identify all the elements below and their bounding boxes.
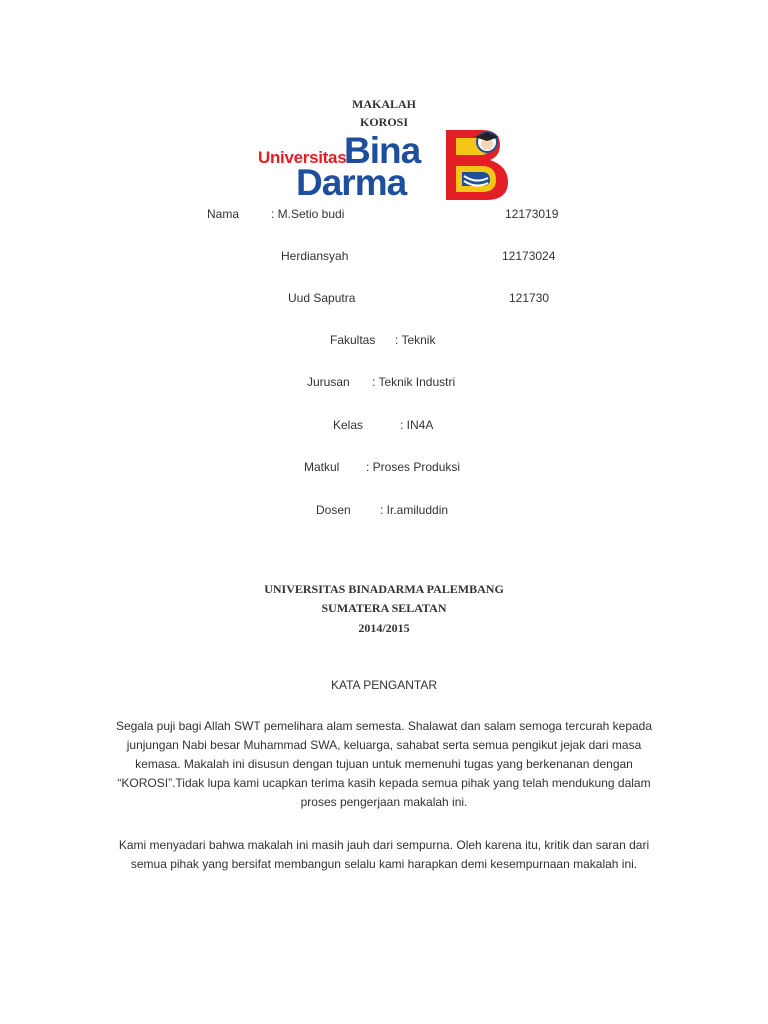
preface-paragraph-1	[88, 717, 680, 812]
logo-word-bina: Bina	[344, 130, 421, 171]
member-name-3: Uud Saputra	[288, 291, 356, 305]
detail-value-kelas: : IN4A	[400, 418, 434, 432]
preface-p1-line-3: kemasa. Makalah ini disusun dengan tujuan untuk memenuhi tugas yang berkenanan dengan	[135, 757, 633, 771]
member-nim-3: 121730	[509, 291, 550, 305]
university-logo	[256, 128, 514, 202]
member-nim-2: 12173024	[502, 249, 556, 263]
detail-value-fakultas: : Teknik	[395, 333, 436, 347]
detail-label-fakultas: Fakultas	[330, 333, 376, 347]
member-name-1: : M.Setio budi	[271, 207, 345, 221]
detail-value-jurusan: : Teknik Industri	[372, 375, 456, 389]
document-title-makalah: MAKALAH	[352, 97, 416, 111]
logo-word-darma: Darma	[296, 162, 407, 203]
member-nim-1: 12173019	[505, 207, 559, 221]
member-name-2: Herdiansyah	[281, 249, 349, 263]
detail-label-matkul: Matkul	[304, 460, 340, 474]
logo-word-universitas: Universitas	[258, 148, 347, 167]
preface-p1-line-4: “KOROSI”.Tidak lupa kami ucapkan terima kasih kepada semua pihak yang telah mendukung dalam	[117, 776, 651, 790]
bina-darma-b-mascot-icon	[442, 128, 514, 202]
academic-year: 2014/2015	[358, 621, 410, 635]
members-label: Nama	[207, 207, 240, 221]
detail-label-jurusan: Jurusan	[307, 375, 350, 389]
preface-p1-line-1: Segala puji bagi Allah SWT pemelihara alam semesta. Shalawat dan salam semoga tercurah kepada	[115, 719, 653, 733]
preface-p1-line-5: proses pengerjaan makalah ini.	[300, 795, 468, 809]
institution-name: UNIVERSITAS BINADARMA PALEMBANG	[264, 582, 504, 596]
detail-label-dosen: Dosen	[316, 503, 351, 517]
institution-region: SUMATERA SELATAN	[321, 601, 447, 615]
preface-heading: KATA PENGANTAR	[330, 678, 438, 692]
detail-value-dosen: : Ir.amiluddin	[380, 503, 449, 517]
preface-p2-line-2: semua pihak yang bersifat membangun selalu kami harapkan demi kesempurnaan makalah ini.	[130, 857, 638, 871]
preface-p1-line-2: junjungan Nabi besar Muhammad SWA, keluarga, sahabat serta semua pengikut jejak dari masa	[126, 738, 642, 752]
document-title-korosi: KOROSI	[359, 115, 408, 129]
detail-value-matkul: : Proses Produksi	[366, 460, 461, 474]
detail-label-kelas: Kelas	[333, 418, 364, 432]
preface-p2-line-1: Kami menyadari bahwa makalah ini masih jauh dari sempurna. Oleh karena itu, kritik dan saran dari	[118, 838, 650, 852]
preface-paragraph-2	[88, 836, 680, 874]
